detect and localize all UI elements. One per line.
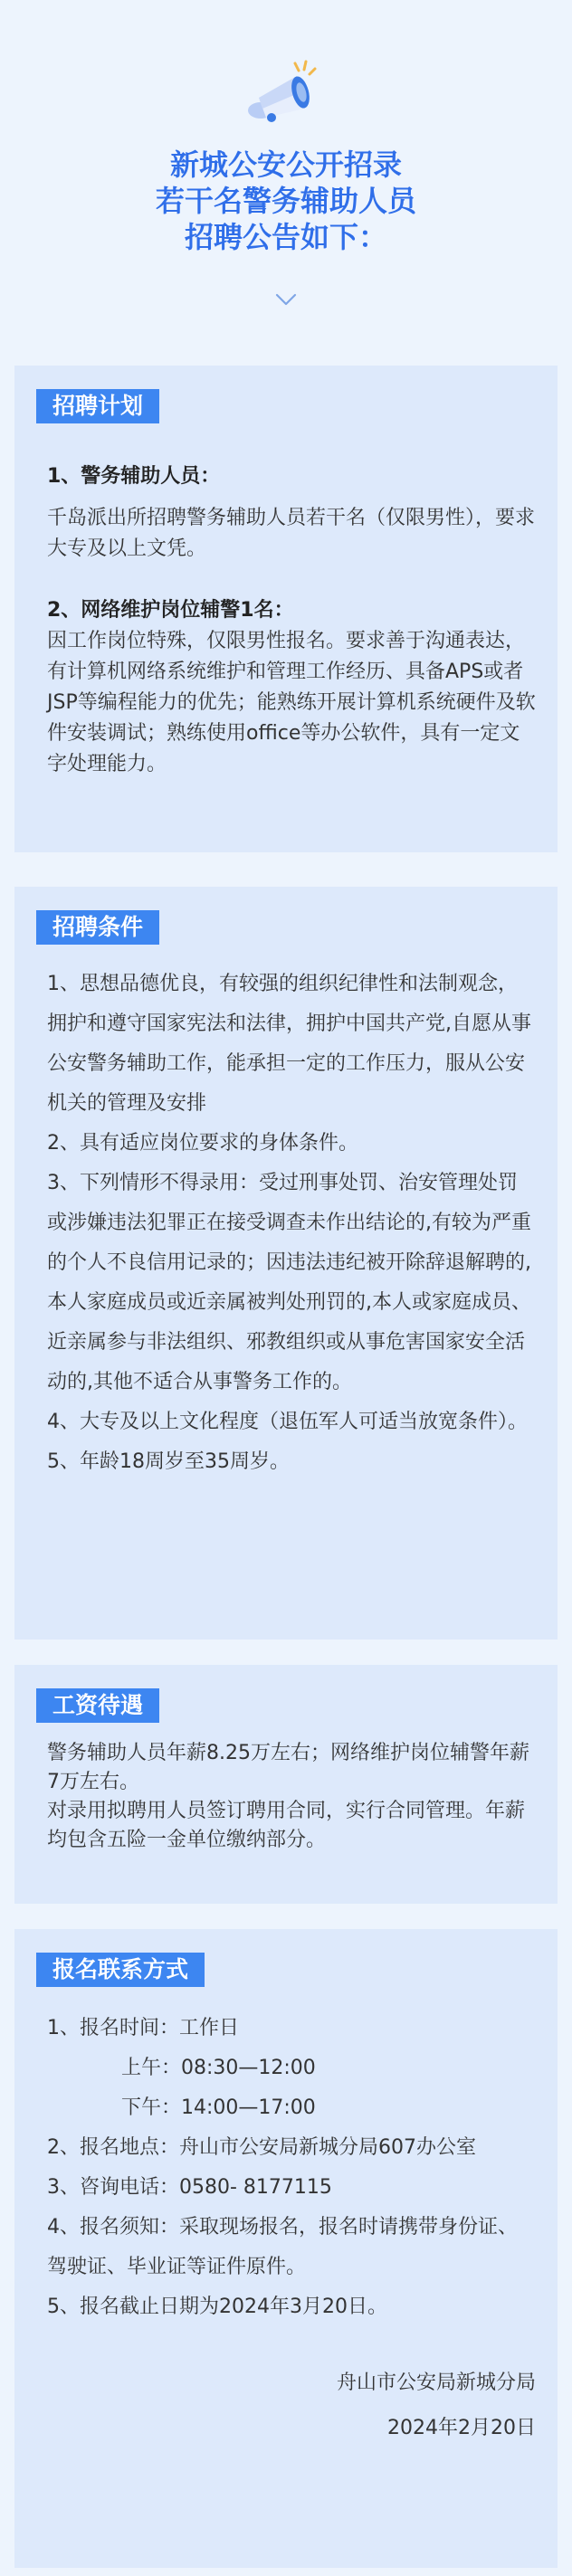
- signature: 舟山市公安局新城分局: [336, 2372, 536, 2394]
- contact-card: [14, 1929, 558, 2568]
- contact-place: 2、报名地点：舟山市公安局新城分局607办公室: [47, 2136, 476, 2159]
- contact-content: [47, 2009, 536, 2448]
- hero-header: [0, 0, 572, 362]
- condition-item: 4、大专及以上文化程度（退伍军人可适当放宽条件）。: [47, 1411, 528, 1433]
- section-tag: 工资待遇: [36, 1688, 159, 1723]
- condition-item: 5、年龄18周岁至35周岁。: [47, 1450, 290, 1473]
- salary-content: [47, 1739, 536, 1855]
- plan-item2-text: 因工作岗位特殊，仅限男性报名。要求善于沟通表达，有计算机网络系统维护和管理工作经历、具备APS或者JSP等编程能力的优先；能熟练开展计算机系统硬件及软件安装调试；熟练使用office等办公软件，具有一定文字处理能力。: [47, 630, 536, 775]
- title-line-1: 新城公安公开招录: [169, 147, 402, 182]
- recruitment-conditions-card: [14, 887, 558, 1640]
- contact-phone: 3、咨询电话：0580- 8177115: [47, 2176, 332, 2199]
- plan-item2-title: 2、网络维护岗位辅警1名：: [47, 599, 294, 622]
- section-tag: 招聘条件: [36, 910, 159, 945]
- salary-paragraph: 对录用拟聘用人员签订聘用合同，实行合同管理。年薪均包含五险一金单位缴纳部分。: [47, 1800, 526, 1851]
- page-title: [0, 147, 572, 255]
- condition-item: 3、下列情形不得录用：受过刑事处罚、治安管理处罚或涉嫌违法犯罪正在接受调查未作出结论的,有较为严重的个人不良信用记录的；因违法违纪被开除辞退解聘的,本人家庭成员或近亲属被判处刑罚的,本人或家庭成员、近亲属参与非法组织、邪教组织或从事危害国家安全活动的,其他不适合从事警务工作的。: [47, 1172, 531, 1393]
- title-line-2: 若干名警务辅助人员: [155, 184, 416, 218]
- plan-content: [47, 461, 536, 780]
- contact-deadline: 5、报名截止日期为2024年3月20日。: [47, 2296, 387, 2318]
- contact-morning: 上午：08:30—12:00: [121, 2057, 316, 2079]
- chevron-down-icon[interactable]: [273, 291, 299, 308]
- recruitment-plan-card: [14, 366, 558, 852]
- plan-item1-text: 千岛派出所招聘警务辅助人员若干名（仅限男性），要求大专及以上文凭。: [47, 507, 536, 560]
- plan-item1-title: 1、警务辅助人员：: [47, 465, 221, 488]
- megaphone-icon: [244, 58, 328, 130]
- conditions-content: [47, 965, 536, 1482]
- contact-afternoon: 下午：14:00—17:00: [121, 2096, 316, 2119]
- contact-time: 1、报名时间：工作日: [47, 2017, 239, 2039]
- condition-item: 2、具有适应岗位要求的身体条件。: [47, 1132, 358, 1155]
- title-line-3: 招聘公告如下：: [184, 220, 387, 254]
- issue-date: 2024年2月20日: [387, 2417, 536, 2439]
- section-tag: 报名联系方式: [36, 1953, 205, 1987]
- condition-item: 1、思想品德优良，有较强的组织纪律性和法制观念，拥护和遵守国家宪法和法律，拥护中国共产党,自愿从事公安警务辅助工作，能承担一定的工作压力，服从公安机关的管理及安排: [47, 973, 531, 1115]
- salary-paragraph: 警务辅助人员年薪8.25万左右；网络维护岗位辅警年薪7万左右。: [47, 1742, 529, 1793]
- contact-notice: 4、报名须知：采取现场报名，报名时请携带身份证、驾驶证、毕业证等证件原件。: [47, 2216, 518, 2278]
- salary-card: [14, 1665, 558, 1904]
- section-tag: 招聘计划: [36, 389, 159, 423]
